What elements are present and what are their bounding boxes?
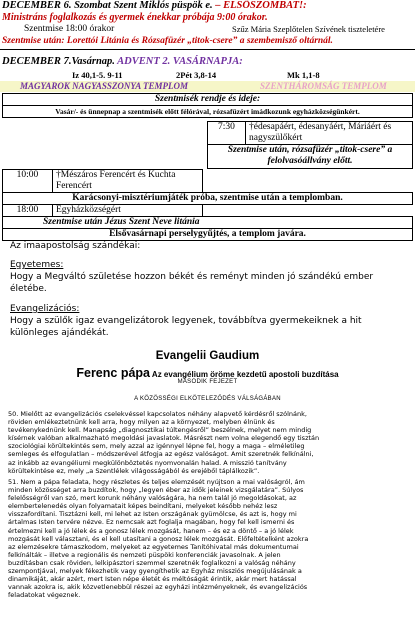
paragraph-line: semleges és elfogulatlan – módszerével átfogja az egész valóságot. Amit szeretnék felkínálni, (8, 450, 314, 459)
sunday-title (0, 56, 415, 68)
mass-time: 10:00 (3, 170, 53, 193)
saturday-mass-intention: Szűz Mária Szeplőtelen Szívének tiszteletére (232, 24, 385, 34)
reading-2: 2Pét 3,8-14 (176, 70, 217, 80)
table-row (3, 205, 413, 217)
reading-3: Mk 1,1-8 (287, 70, 320, 80)
schedule-heading: Szentmisék rendje és ideje: (3, 94, 413, 106)
article-title: Evangelii Gaudium (155, 350, 260, 362)
mass-intention: †Mészáros Ferencért és Kuchta Ferencért (53, 170, 203, 193)
paragraph-line: feladatokat végeznek. (8, 591, 81, 600)
mass-intention: †édesapáért, édesanyáért, Máriáért és nagyszülőkért (246, 122, 413, 145)
section-divider (0, 49, 415, 50)
table-row (3, 170, 413, 193)
paragraph-line: buzdításban csak röviden, lelkipásztori szemmel szeretnék foglalkozni a valóság néhány (8, 558, 296, 567)
saturday-mass-time: Szentmise 18:00 órakor (24, 24, 115, 34)
table-row (208, 122, 413, 145)
paragraph-line: az elemzésekre támaszkodom, melyeket az egyetemes Tanítóhivatal más dokumentumai (8, 542, 299, 551)
reading-1: Iz 40,1-5. 9-11 (72, 70, 123, 80)
general-intention-label: Egyetemes: (10, 260, 64, 270)
mass-intention: Egyházközségért (53, 205, 203, 217)
church-right: SZENTHÁROMSÁG TEMPLOM (260, 81, 387, 91)
table-row (3, 94, 413, 106)
collection-note: Elsővasárnapi perselygyűjtés, a templom javára. (3, 229, 413, 241)
saturday-title-main: DECEMBER 6. Szombat Szent Miklós püspök e. (2, 0, 213, 11)
evangelization-intention-text-1: Hogy a szülők igaz evangelizátorok legyenek, továbbítva gyermekeiknek a hit (10, 316, 362, 326)
ministrant-rehearsal: Ministráns foglalkozás és gyermek énekkar próbája 9:00 órakor. (2, 12, 268, 23)
paragraph-line: szempontjával, melyek fékezhetik vagy gyengíthetik az Egyház missziós megújulásának a (8, 567, 302, 576)
schedule-left-table (2, 169, 413, 241)
paragraph-50 (8, 410, 408, 475)
paragraph-line: az inkább az evangéliumi megkülönböztetés nyomvonalán halad. A misszió tanítvány (8, 458, 287, 467)
mass-time: 18:00 (3, 205, 53, 217)
article-section: A KÖZÖSSÉGI ELKÖTELEZŐDÉS VÁLSÁGÁBAN (134, 396, 281, 402)
article-author: Ferenc pápa (76, 366, 150, 380)
intentions-title: Az imaapostolság szándékai: (10, 241, 141, 251)
paragraph-line: értelmezni kell a jó lélek és a gonosz lélek mozgását, hanem – és ez a döntő – a jó lélek (8, 526, 294, 535)
nativity-play-note: Karácsonyi-misztériumjáték próba, szentmise után a templomban. (3, 193, 413, 205)
article-chapter: MÁSODIK FEJEZET (177, 379, 238, 385)
paragraph-51 (8, 478, 408, 599)
general-intention-text-2: életébe. (10, 284, 47, 294)
table-row (3, 106, 413, 118)
sunday-title-date: DECEMBER 7.Vasárnap. (2, 56, 115, 67)
paragraph-line: ártalmas Isten tervére nézve. Ez nemcsak azt foglalja magában, hogy fel kell ismerni és (8, 518, 295, 527)
sunday-title-advent: ADVENT 2. VASÁRNAPJA: (114, 56, 243, 67)
table-row (3, 193, 413, 205)
saturday-after-mass: Szentmise után: Lorettói Litánia és Rózsafüzér „titok-csere” a szembemisző oltárnál. (2, 36, 333, 46)
paragraph-line: vannak azokra is, akik közvetlenebbül részei az egyházi intézményeknek, és evangelizációs (8, 583, 308, 592)
table-row (3, 217, 413, 229)
saturday-title-tail: – ELSŐSZOMBAT!: (212, 0, 307, 11)
schedule-rosary-note: Vasár/- és ünnepnap a szentmisék előtt félórával, rózsafüzért imádkozunk egyházközségünkért. (3, 106, 413, 118)
table-row (208, 145, 413, 169)
mass-time: 7:30 (208, 122, 246, 145)
paragraph-line: visszafordítani. Tisztázni kell, mi lehet az Isten országának gyümölcse, és azt is, hogy mi (8, 510, 297, 519)
paragraph-line: röviden emlékeztetnünk kell arra, hogy milyen az a környezet, melyben élnünk és (8, 418, 275, 427)
paragraph-line: körültekintése ez, mely „a Szentlélek világosságából és erejéből táplálkozik”. (8, 466, 260, 475)
paragraph-line: felkínálták – illetve a regionális és nemzeti püspöki konferenciák javasolnak. A jelen (8, 550, 281, 559)
after-mass-note: Szentmise után, rózsafüzér „titok-csere” a felolvasóállvány előtt. (208, 145, 413, 169)
readings-row (0, 70, 415, 81)
church-left: MAGYAROK NAGYASSZONYA TEMPLOM (20, 81, 189, 91)
paragraph-line: minden közösséget arra buzdítok, hogy „legyen éber az idők jeleinek vizsgálatára”. Súlyos (8, 486, 304, 495)
saturday-title (0, 0, 415, 12)
paragraph-line: tevékenykednünk kell. Manapság „diagnosztikai túltengésről” beszélnek, melyet nem mindig (8, 426, 312, 435)
paragraph-line: felelősségről van szó, mert korunk néhány valóságára, ha nem talál jó megoldásokat, az (8, 494, 297, 503)
paragraph-line: kísérnek valóban alkalmazható megoldási javaslatok. Másrészt nem volna elegendő egy tisztán (8, 434, 320, 443)
schedule-right-table (207, 121, 413, 169)
article-subtitle: Az evangélium öröme kezdetű apostoli buzdítása (150, 370, 339, 379)
evangelization-intention-label: Evangelizációs: (10, 304, 80, 314)
paragraph-line: mozgását kell választani, és el kell utasítani a gonosz lélek mozgását. Előfeltételként azokra (8, 534, 309, 543)
paragraph-line: 51. Nem a pápa feladata, hogy részletes és teljes elemzését nyújtson a mai valóságról, ám (8, 478, 305, 486)
table-row (3, 229, 413, 241)
paragraph-line: 50. Mielőtt az evangelizációs cselekvéssel kapcsolatos néhány alapvető kérdésről szólnánk, (8, 410, 307, 418)
litany-note: Szentmise után Jézus Szent Neve litánia (3, 217, 413, 229)
evangelization-intention-text-2: különleges ajándékát. (10, 328, 109, 338)
paragraph-line: szociológiai körültekintés sem, mely azzal az igénnyel lépne fel, hogy a maga – elméletileg (8, 442, 305, 451)
paragraph-line: dinamikáját, akár azért, mert Isten népe életét és méltóságát érintik, akár mert hatással (8, 575, 297, 584)
church-names-bar (0, 81, 415, 92)
mass-schedule-table (2, 93, 413, 118)
general-intention-text-1: Hogy a Megváltó születése hozzon békét és reményt minden jó szándékú ember (10, 272, 374, 282)
paragraph-line: elembertelenedés olyan folyamatait képes beindítani, melyeket később nehéz lesz (8, 502, 278, 511)
saturday-mass-line (0, 24, 415, 36)
